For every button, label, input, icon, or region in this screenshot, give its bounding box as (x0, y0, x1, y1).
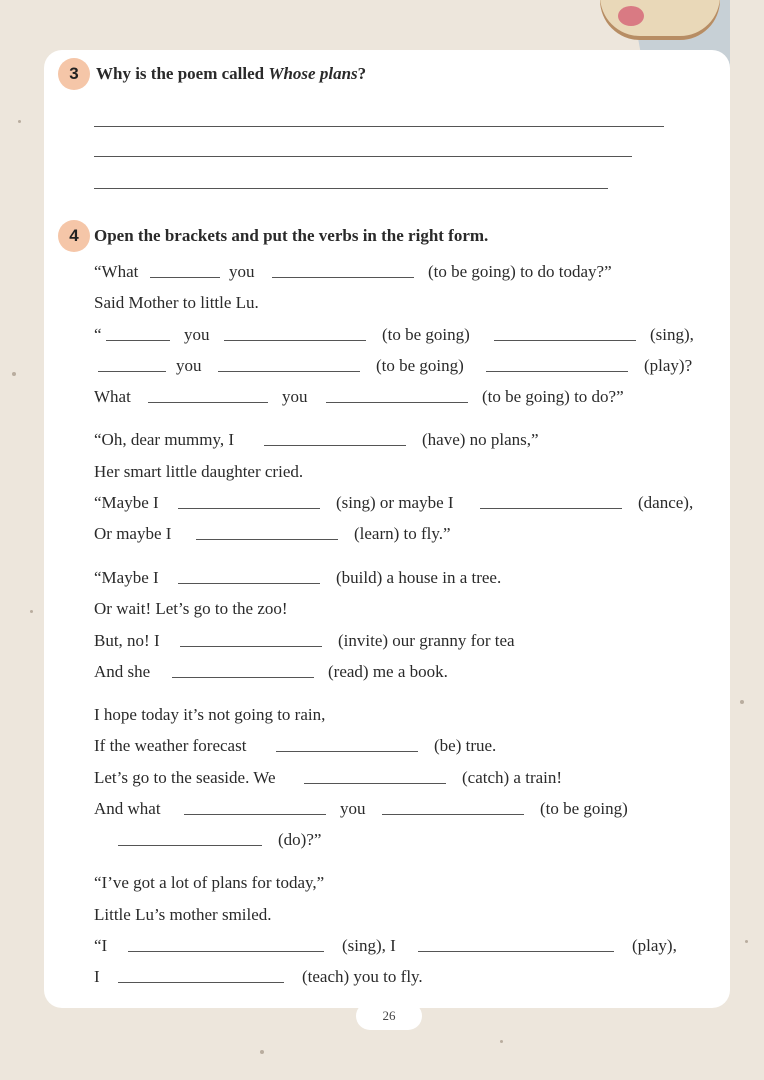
fill-in-blank[interactable] (272, 277, 414, 278)
poem-text: (play)? (644, 356, 693, 375)
answer-line[interactable] (94, 188, 608, 189)
poem-text: (be) true. (434, 736, 497, 755)
exercise-3-title (96, 64, 366, 84)
fill-in-blank[interactable] (196, 539, 338, 540)
poem-text: (sing) or maybe I (336, 493, 454, 512)
fill-in-blank[interactable] (326, 402, 468, 403)
fill-in-blank[interactable] (178, 583, 320, 584)
poem-text: you (229, 262, 255, 281)
background-speck (740, 700, 744, 704)
exercise-4-number: 4 (58, 220, 90, 252)
answer-line[interactable] (94, 126, 664, 127)
fill-in-blank[interactable] (264, 445, 406, 446)
poem-text: you (340, 799, 366, 818)
poem-text: (read) me a book. (328, 662, 448, 681)
poem-text: (to be going) to do today?” (428, 262, 612, 281)
poem-text: “What (94, 262, 139, 281)
exercise-3-number: 3 (58, 58, 90, 90)
fill-in-blank[interactable] (148, 402, 268, 403)
page-number: 26 (356, 1002, 422, 1030)
exercise-3-title-end: ? (357, 64, 367, 83)
fill-in-blank[interactable] (178, 508, 320, 509)
fill-in-blank[interactable] (480, 508, 622, 509)
fill-in-blank[interactable] (128, 951, 324, 952)
fill-in-blank[interactable] (218, 371, 360, 372)
poem-text: you (184, 325, 210, 344)
poem-text: “Maybe I (94, 568, 159, 587)
background-speck (12, 372, 16, 376)
poem-text: And she (94, 662, 151, 681)
fill-in-blank[interactable] (418, 951, 614, 952)
poem-text: (have) no plans,” (422, 430, 539, 449)
fill-in-blank[interactable] (172, 677, 314, 678)
poem-text: (to be going) (540, 799, 628, 818)
fill-in-blank[interactable] (106, 340, 170, 341)
background-speck (745, 940, 748, 943)
poem-text: (dance), (638, 493, 694, 512)
poem-text: (sing), (650, 325, 694, 344)
poem-text: Or maybe I (94, 524, 172, 543)
poem-text: I hope today it’s not going to rain, (94, 705, 326, 724)
poem-text: (to be going) (376, 356, 464, 375)
fill-in-blank[interactable] (118, 982, 284, 983)
poem-text: Said Mother to little Lu. (94, 293, 259, 312)
poem-text: (to be going) to do?” (482, 387, 624, 406)
fill-in-blank[interactable] (224, 340, 366, 341)
exercise-3-title-text: Why is the poem called (96, 64, 269, 83)
poem-text: (catch) a train! (462, 768, 563, 787)
poem-text: (learn) to fly.” (354, 524, 451, 543)
poem-text: If the weather forecast (94, 736, 247, 755)
fill-in-blank[interactable] (304, 783, 446, 784)
background-speck (500, 1040, 503, 1043)
poem-text: (teach) you to fly. (302, 967, 423, 986)
flower-decoration-icon (618, 6, 644, 26)
fill-in-blank[interactable] (382, 814, 524, 815)
poem-text: “ (94, 325, 102, 344)
poem-text: “I (94, 936, 108, 955)
poem-text: “I’ve got a lot of plans for today,” (94, 873, 325, 892)
fill-in-blank[interactable] (276, 751, 418, 752)
poem-text: “Oh, dear mummy, I (94, 430, 235, 449)
background-speck (260, 1050, 264, 1054)
poem-text: And what (94, 799, 161, 818)
fill-in-blank[interactable] (184, 814, 326, 815)
poem-text: (to be going) (382, 325, 470, 344)
poem-text: (do)?” (278, 830, 322, 849)
poem-text: (invite) our granny for tea (338, 631, 515, 650)
fill-in-blank[interactable] (180, 646, 322, 647)
background-speck (18, 120, 21, 123)
poem-text: Or wait! Let’s go to the zoo! (94, 599, 288, 618)
fill-in-blank[interactable] (98, 371, 166, 372)
poem-text: Let’s go to the seaside. We (94, 768, 276, 787)
poem-text: Her smart little daughter cried. (94, 462, 304, 481)
poem-text: But, no! I (94, 631, 160, 650)
fill-in-blank[interactable] (494, 340, 636, 341)
poem-text: I (94, 967, 100, 986)
poem-text: you (282, 387, 308, 406)
poem-text: (play), (632, 936, 677, 955)
answer-line[interactable] (94, 156, 632, 157)
fill-in-blank[interactable] (118, 845, 262, 846)
fill-in-blank[interactable] (150, 277, 220, 278)
fill-in-blank[interactable] (486, 371, 628, 372)
poem-text: you (176, 356, 202, 375)
poem-text: “Maybe I (94, 493, 159, 512)
poem-text: Little Lu’s mother smiled. (94, 905, 272, 924)
poem-text: (build) a house in a tree. (336, 568, 502, 587)
poem-text: What (94, 387, 131, 406)
exercise-3-title-italic: Whose plans (268, 64, 358, 83)
background-speck (30, 610, 33, 613)
exercise-4-title: Open the brackets and put the verbs in the right form. (94, 226, 489, 245)
poem-text: (sing), I (342, 936, 396, 955)
